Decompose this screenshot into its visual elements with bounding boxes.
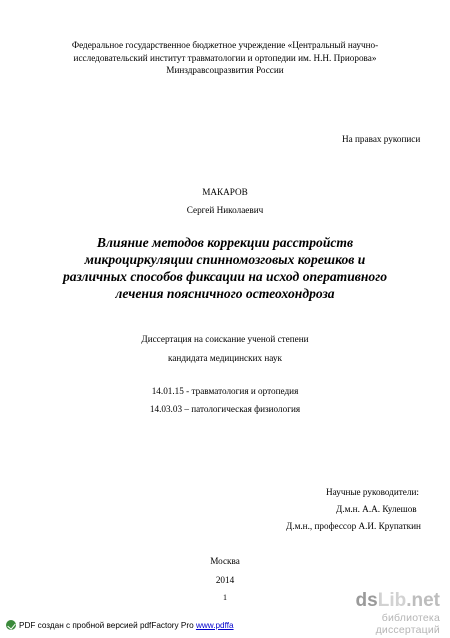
supervisor-name: Д.м.н., профессор А.И. Крупаткин [286,521,421,531]
specialty-line: 14.01.15 - травматология и ортопедия [151,386,299,396]
title-line: Влияние методов коррекции расстройств [96,235,354,250]
title-line: лечения поясничного остеохондроза [115,286,335,301]
dslib-logo[interactable] [320,590,440,638]
author-given-names: Сергей Николаевич [186,205,264,215]
logo-wordmark: dsLib.net [355,590,440,611]
supervisors-heading: Научные руководители: [326,487,419,497]
place: Москва [210,556,240,566]
pdf-note [6,620,234,630]
institution-line: Минздравсоцразвития России [166,65,284,75]
dissertation-title [0,234,450,302]
logo-subtitle: библиотека диссертаций [375,612,440,636]
degree-line: Диссертация на соискание ученой степени [141,334,309,344]
institution-header [0,39,450,77]
supervisor-name: Д.м.н. А.А. Кулешов [336,504,417,514]
institution-line: исследовательский институт травматологии и ортопедии им. Н.Н. Приорова» [73,52,377,63]
title-line: микроциркуляции спинномозговых корешков и [84,252,366,267]
rights-note: На правах рукописи [342,134,421,144]
institution-line: Федеральное государственное бюджетное учреждение «Центральный научно- [71,40,379,50]
year: 2014 [215,575,235,585]
specialty-line: 14.03.03 – патологическая физиология [149,404,301,414]
degree-line: кандидата медицинских наук [168,353,282,363]
pdf-note-text: PDF создан с пробной версией pdfFactory Pro [19,621,196,630]
footer-bar [0,590,450,637]
pdffactory-link[interactable]: www.pdffa [195,621,234,630]
page-number: 1 [223,593,227,602]
pdffactory-icon [6,620,16,630]
title-line: различных способов фиксации на исход оперативного [62,269,388,284]
author-surname: МАКАРОВ [202,187,248,197]
